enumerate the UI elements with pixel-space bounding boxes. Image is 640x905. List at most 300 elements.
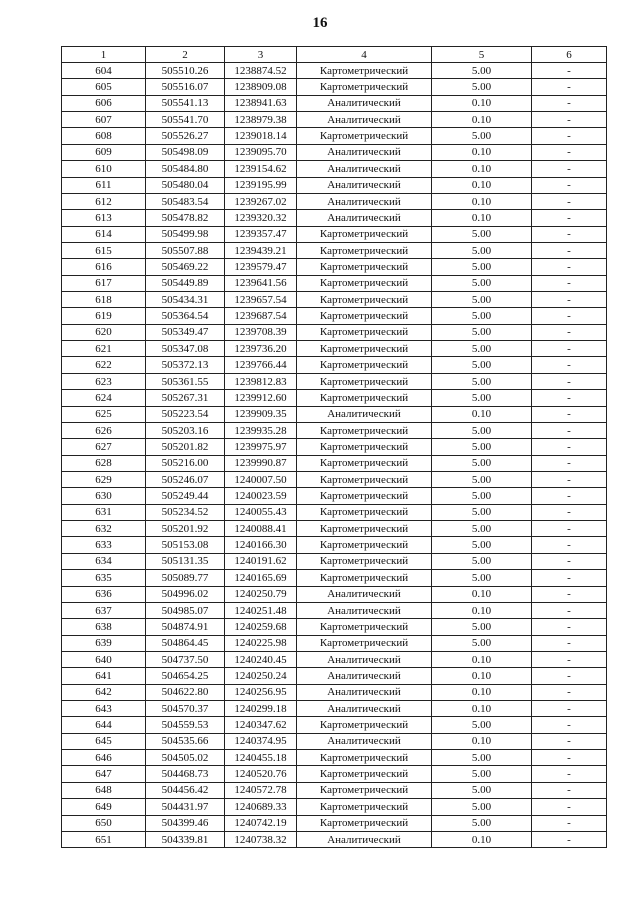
point-number-cell: 613 bbox=[62, 210, 146, 226]
note-cell: - bbox=[532, 553, 607, 569]
y-coordinate-cell: 1238909.08 bbox=[225, 79, 297, 95]
accuracy-cell: 0.10 bbox=[432, 177, 532, 193]
accuracy-cell: 5.00 bbox=[432, 259, 532, 275]
x-coordinate-cell: 505131.35 bbox=[146, 553, 225, 569]
x-coordinate-cell: 505361.55 bbox=[146, 373, 225, 389]
table-row bbox=[62, 63, 607, 79]
table-row bbox=[62, 455, 607, 471]
table-row bbox=[62, 488, 607, 504]
page-number: 16 bbox=[312, 15, 328, 31]
method-cell: Картометрический bbox=[297, 750, 432, 766]
y-coordinate-cell: 1240007.50 bbox=[225, 471, 297, 487]
accuracy-cell: 0.10 bbox=[432, 651, 532, 667]
note-cell: - bbox=[532, 651, 607, 667]
note-cell: - bbox=[532, 521, 607, 537]
accuracy-cell: 5.00 bbox=[432, 275, 532, 291]
y-coordinate-cell: 1239154.62 bbox=[225, 161, 297, 177]
y-coordinate-cell: 1240689.33 bbox=[225, 799, 297, 815]
table-row bbox=[62, 766, 607, 782]
table-row bbox=[62, 390, 607, 406]
accuracy-cell: 5.00 bbox=[432, 226, 532, 242]
accuracy-cell: 0.10 bbox=[432, 831, 532, 847]
x-coordinate-cell: 505541.13 bbox=[146, 95, 225, 111]
note-cell: - bbox=[532, 161, 607, 177]
accuracy-cell: 5.00 bbox=[432, 357, 532, 373]
y-coordinate-cell: 1240251.48 bbox=[225, 602, 297, 618]
column-header-3: 3 bbox=[225, 47, 297, 63]
note-cell: - bbox=[532, 799, 607, 815]
x-coordinate-cell: 504431.97 bbox=[146, 799, 225, 815]
method-cell: Картометрический bbox=[297, 63, 432, 79]
method-cell: Аналитический bbox=[297, 602, 432, 618]
accuracy-cell: 5.00 bbox=[432, 570, 532, 586]
method-cell: Картометрический bbox=[297, 766, 432, 782]
table-row bbox=[62, 439, 607, 455]
method-cell: Картометрический bbox=[297, 275, 432, 291]
point-number-cell: 606 bbox=[62, 95, 146, 111]
accuracy-cell: 5.00 bbox=[432, 79, 532, 95]
note-cell: - bbox=[532, 619, 607, 635]
table-row bbox=[62, 799, 607, 815]
note-cell: - bbox=[532, 341, 607, 357]
method-cell: Картометрический bbox=[297, 488, 432, 504]
point-number-cell: 651 bbox=[62, 831, 146, 847]
y-coordinate-cell: 1238979.38 bbox=[225, 112, 297, 128]
y-coordinate-cell: 1240520.76 bbox=[225, 766, 297, 782]
method-cell: Картометрический bbox=[297, 717, 432, 733]
table-row bbox=[62, 292, 607, 308]
method-cell: Картометрический bbox=[297, 226, 432, 242]
x-coordinate-cell: 505223.54 bbox=[146, 406, 225, 422]
table-row bbox=[62, 635, 607, 651]
y-coordinate-cell: 1240256.95 bbox=[225, 684, 297, 700]
accuracy-cell: 5.00 bbox=[432, 292, 532, 308]
y-coordinate-cell: 1239990.87 bbox=[225, 455, 297, 471]
table-row bbox=[62, 193, 607, 209]
table-body bbox=[62, 63, 607, 848]
x-coordinate-cell: 505372.13 bbox=[146, 357, 225, 373]
point-number-cell: 634 bbox=[62, 553, 146, 569]
note-cell: - bbox=[532, 242, 607, 258]
table-row bbox=[62, 177, 607, 193]
table-row bbox=[62, 406, 607, 422]
y-coordinate-cell: 1240240.45 bbox=[225, 651, 297, 667]
note-cell: - bbox=[532, 144, 607, 160]
note-cell: - bbox=[532, 193, 607, 209]
point-number-cell: 627 bbox=[62, 439, 146, 455]
x-coordinate-cell: 505526.27 bbox=[146, 128, 225, 144]
method-cell: Аналитический bbox=[297, 701, 432, 717]
y-coordinate-cell: 1240742.19 bbox=[225, 815, 297, 831]
method-cell: Картометрический bbox=[297, 357, 432, 373]
point-number-cell: 647 bbox=[62, 766, 146, 782]
y-coordinate-cell: 1240165.69 bbox=[225, 570, 297, 586]
table-row bbox=[62, 422, 607, 438]
point-number-cell: 628 bbox=[62, 455, 146, 471]
x-coordinate-cell: 505469.22 bbox=[146, 259, 225, 275]
accuracy-cell: 5.00 bbox=[432, 455, 532, 471]
note-cell: - bbox=[532, 766, 607, 782]
x-coordinate-cell: 504874.91 bbox=[146, 619, 225, 635]
note-cell: - bbox=[532, 357, 607, 373]
y-coordinate-cell: 1240299.18 bbox=[225, 701, 297, 717]
method-cell: Картометрический bbox=[297, 341, 432, 357]
x-coordinate-cell: 504985.07 bbox=[146, 602, 225, 618]
accuracy-cell: 0.10 bbox=[432, 586, 532, 602]
y-coordinate-cell: 1238941.63 bbox=[225, 95, 297, 111]
accuracy-cell: 5.00 bbox=[432, 553, 532, 569]
note-cell: - bbox=[532, 226, 607, 242]
x-coordinate-cell: 505089.77 bbox=[146, 570, 225, 586]
y-coordinate-cell: 1239687.54 bbox=[225, 308, 297, 324]
method-cell: Картометрический bbox=[297, 815, 432, 831]
y-coordinate-cell: 1239579.47 bbox=[225, 259, 297, 275]
note-cell: - bbox=[532, 439, 607, 455]
table-row bbox=[62, 210, 607, 226]
method-cell: Картометрический bbox=[297, 553, 432, 569]
note-cell: - bbox=[532, 831, 607, 847]
accuracy-cell: 5.00 bbox=[432, 619, 532, 635]
method-cell: Картометрический bbox=[297, 455, 432, 471]
table-row bbox=[62, 831, 607, 847]
note-cell: - bbox=[532, 668, 607, 684]
accuracy-cell: 5.00 bbox=[432, 242, 532, 258]
x-coordinate-cell: 505234.52 bbox=[146, 504, 225, 520]
table-row bbox=[62, 112, 607, 128]
accuracy-cell: 5.00 bbox=[432, 537, 532, 553]
table-row bbox=[62, 586, 607, 602]
y-coordinate-cell: 1240738.32 bbox=[225, 831, 297, 847]
table-row bbox=[62, 553, 607, 569]
y-coordinate-cell: 1240259.68 bbox=[225, 619, 297, 635]
point-number-cell: 632 bbox=[62, 521, 146, 537]
y-coordinate-cell: 1240374.95 bbox=[225, 733, 297, 749]
note-cell: - bbox=[532, 275, 607, 291]
point-number-cell: 630 bbox=[62, 488, 146, 504]
point-number-cell: 607 bbox=[62, 112, 146, 128]
point-number-cell: 650 bbox=[62, 815, 146, 831]
note-cell: - bbox=[532, 63, 607, 79]
method-cell: Аналитический bbox=[297, 668, 432, 684]
point-number-cell: 635 bbox=[62, 570, 146, 586]
accuracy-cell: 0.10 bbox=[432, 95, 532, 111]
table-row bbox=[62, 275, 607, 291]
x-coordinate-cell: 505347.08 bbox=[146, 341, 225, 357]
table-row bbox=[62, 651, 607, 667]
x-coordinate-cell: 504570.37 bbox=[146, 701, 225, 717]
y-coordinate-cell: 1239095.70 bbox=[225, 144, 297, 160]
method-cell: Картометрический bbox=[297, 570, 432, 586]
note-cell: - bbox=[532, 537, 607, 553]
point-number-cell: 631 bbox=[62, 504, 146, 520]
y-coordinate-cell: 1240166.30 bbox=[225, 537, 297, 553]
method-cell: Картометрический bbox=[297, 782, 432, 798]
accuracy-cell: 0.10 bbox=[432, 684, 532, 700]
x-coordinate-cell: 504622.80 bbox=[146, 684, 225, 700]
x-coordinate-cell: 505216.00 bbox=[146, 455, 225, 471]
note-cell: - bbox=[532, 373, 607, 389]
y-coordinate-cell: 1239641.56 bbox=[225, 275, 297, 291]
point-number-cell: 625 bbox=[62, 406, 146, 422]
point-number-cell: 615 bbox=[62, 242, 146, 258]
method-cell: Аналитический bbox=[297, 144, 432, 160]
y-coordinate-cell: 1240250.79 bbox=[225, 586, 297, 602]
x-coordinate-cell: 504535.66 bbox=[146, 733, 225, 749]
table-row bbox=[62, 471, 607, 487]
method-cell: Аналитический bbox=[297, 586, 432, 602]
method-cell: Картометрический bbox=[297, 259, 432, 275]
x-coordinate-cell: 505201.92 bbox=[146, 521, 225, 537]
method-cell: Картометрический bbox=[297, 799, 432, 815]
note-cell: - bbox=[532, 292, 607, 308]
point-number-cell: 640 bbox=[62, 651, 146, 667]
table-row bbox=[62, 128, 607, 144]
table-row bbox=[62, 521, 607, 537]
accuracy-cell: 5.00 bbox=[432, 635, 532, 651]
table-row bbox=[62, 668, 607, 684]
point-number-cell: 633 bbox=[62, 537, 146, 553]
x-coordinate-cell: 505516.07 bbox=[146, 79, 225, 95]
x-coordinate-cell: 504399.46 bbox=[146, 815, 225, 831]
x-coordinate-cell: 505153.08 bbox=[146, 537, 225, 553]
note-cell: - bbox=[532, 750, 607, 766]
note-cell: - bbox=[532, 406, 607, 422]
point-number-cell: 617 bbox=[62, 275, 146, 291]
table-header-row bbox=[62, 47, 607, 63]
x-coordinate-cell: 504864.45 bbox=[146, 635, 225, 651]
y-coordinate-cell: 1240191.62 bbox=[225, 553, 297, 569]
point-number-cell: 643 bbox=[62, 701, 146, 717]
method-cell: Картометрический bbox=[297, 292, 432, 308]
note-cell: - bbox=[532, 815, 607, 831]
table-row bbox=[62, 504, 607, 520]
note-cell: - bbox=[532, 717, 607, 733]
x-coordinate-cell: 505249.44 bbox=[146, 488, 225, 504]
column-header-5: 5 bbox=[432, 47, 532, 63]
x-coordinate-cell: 504737.50 bbox=[146, 651, 225, 667]
column-header-2: 2 bbox=[146, 47, 225, 63]
note-cell: - bbox=[532, 488, 607, 504]
note-cell: - bbox=[532, 259, 607, 275]
accuracy-cell: 5.00 bbox=[432, 341, 532, 357]
x-coordinate-cell: 505449.89 bbox=[146, 275, 225, 291]
accuracy-cell: 0.10 bbox=[432, 406, 532, 422]
note-cell: - bbox=[532, 390, 607, 406]
accuracy-cell: 5.00 bbox=[432, 439, 532, 455]
table-row bbox=[62, 537, 607, 553]
x-coordinate-cell: 504339.81 bbox=[146, 831, 225, 847]
method-cell: Картометрический bbox=[297, 324, 432, 340]
point-number-cell: 646 bbox=[62, 750, 146, 766]
accuracy-cell: 5.00 bbox=[432, 471, 532, 487]
y-coordinate-cell: 1239018.14 bbox=[225, 128, 297, 144]
note-cell: - bbox=[532, 602, 607, 618]
point-number-cell: 624 bbox=[62, 390, 146, 406]
table-row bbox=[62, 226, 607, 242]
method-cell: Аналитический bbox=[297, 112, 432, 128]
note-cell: - bbox=[532, 455, 607, 471]
method-cell: Картометрический bbox=[297, 439, 432, 455]
method-cell: Аналитический bbox=[297, 210, 432, 226]
y-coordinate-cell: 1239657.54 bbox=[225, 292, 297, 308]
point-number-cell: 642 bbox=[62, 684, 146, 700]
x-coordinate-cell: 505246.07 bbox=[146, 471, 225, 487]
x-coordinate-cell: 505203.16 bbox=[146, 422, 225, 438]
accuracy-cell: 5.00 bbox=[432, 373, 532, 389]
table-row bbox=[62, 701, 607, 717]
table-row bbox=[62, 259, 607, 275]
accuracy-cell: 0.10 bbox=[432, 161, 532, 177]
x-coordinate-cell: 505541.70 bbox=[146, 112, 225, 128]
method-cell: Картометрический bbox=[297, 504, 432, 520]
table-row bbox=[62, 373, 607, 389]
note-cell: - bbox=[532, 570, 607, 586]
accuracy-cell: 0.10 bbox=[432, 193, 532, 209]
method-cell: Картометрический bbox=[297, 635, 432, 651]
y-coordinate-cell: 1239935.28 bbox=[225, 422, 297, 438]
accuracy-cell: 5.00 bbox=[432, 815, 532, 831]
x-coordinate-cell: 504559.53 bbox=[146, 717, 225, 733]
method-cell: Аналитический bbox=[297, 831, 432, 847]
table-row bbox=[62, 144, 607, 160]
note-cell: - bbox=[532, 324, 607, 340]
accuracy-cell: 5.00 bbox=[432, 717, 532, 733]
method-cell: Аналитический bbox=[297, 406, 432, 422]
method-cell: Картометрический bbox=[297, 521, 432, 537]
note-cell: - bbox=[532, 128, 607, 144]
accuracy-cell: 5.00 bbox=[432, 488, 532, 504]
y-coordinate-cell: 1240023.59 bbox=[225, 488, 297, 504]
y-coordinate-cell: 1240250.24 bbox=[225, 668, 297, 684]
method-cell: Аналитический bbox=[297, 651, 432, 667]
note-cell: - bbox=[532, 471, 607, 487]
note-cell: - bbox=[532, 79, 607, 95]
point-number-cell: 610 bbox=[62, 161, 146, 177]
accuracy-cell: 5.00 bbox=[432, 799, 532, 815]
method-cell: Аналитический bbox=[297, 733, 432, 749]
x-coordinate-cell: 504996.02 bbox=[146, 586, 225, 602]
method-cell: Картометрический bbox=[297, 242, 432, 258]
x-coordinate-cell: 504468.73 bbox=[146, 766, 225, 782]
method-cell: Картометрический bbox=[297, 537, 432, 553]
column-header-6: 6 bbox=[532, 47, 607, 63]
method-cell: Аналитический bbox=[297, 95, 432, 111]
method-cell: Аналитический bbox=[297, 177, 432, 193]
accuracy-cell: 5.00 bbox=[432, 390, 532, 406]
accuracy-cell: 5.00 bbox=[432, 422, 532, 438]
x-coordinate-cell: 504654.25 bbox=[146, 668, 225, 684]
y-coordinate-cell: 1238874.52 bbox=[225, 63, 297, 79]
point-number-cell: 626 bbox=[62, 422, 146, 438]
note-cell: - bbox=[532, 782, 607, 798]
table-row bbox=[62, 602, 607, 618]
point-number-cell: 638 bbox=[62, 619, 146, 635]
accuracy-cell: 5.00 bbox=[432, 766, 532, 782]
x-coordinate-cell: 505484.80 bbox=[146, 161, 225, 177]
table-row bbox=[62, 341, 607, 357]
accuracy-cell: 5.00 bbox=[432, 782, 532, 798]
x-coordinate-cell: 504505.02 bbox=[146, 750, 225, 766]
point-number-cell: 609 bbox=[62, 144, 146, 160]
y-coordinate-cell: 1239357.47 bbox=[225, 226, 297, 242]
point-number-cell: 604 bbox=[62, 63, 146, 79]
point-number-cell: 629 bbox=[62, 471, 146, 487]
table-row bbox=[62, 357, 607, 373]
note-cell: - bbox=[532, 177, 607, 193]
method-cell: Картометрический bbox=[297, 308, 432, 324]
table-row bbox=[62, 324, 607, 340]
accuracy-cell: 0.10 bbox=[432, 668, 532, 684]
y-coordinate-cell: 1240088.41 bbox=[225, 521, 297, 537]
table-row bbox=[62, 684, 607, 700]
y-coordinate-cell: 1240572.78 bbox=[225, 782, 297, 798]
point-number-cell: 636 bbox=[62, 586, 146, 602]
point-number-cell: 612 bbox=[62, 193, 146, 209]
point-number-cell: 622 bbox=[62, 357, 146, 373]
accuracy-cell: 0.10 bbox=[432, 701, 532, 717]
note-cell: - bbox=[532, 210, 607, 226]
point-number-cell: 644 bbox=[62, 717, 146, 733]
point-number-cell: 611 bbox=[62, 177, 146, 193]
point-number-cell: 614 bbox=[62, 226, 146, 242]
point-number-cell: 637 bbox=[62, 602, 146, 618]
x-coordinate-cell: 505434.31 bbox=[146, 292, 225, 308]
method-cell: Картометрический bbox=[297, 422, 432, 438]
table-row bbox=[62, 717, 607, 733]
note-cell: - bbox=[532, 504, 607, 520]
table-row bbox=[62, 242, 607, 258]
y-coordinate-cell: 1239267.02 bbox=[225, 193, 297, 209]
y-coordinate-cell: 1240055.43 bbox=[225, 504, 297, 520]
x-coordinate-cell: 505498.09 bbox=[146, 144, 225, 160]
y-coordinate-cell: 1239975.97 bbox=[225, 439, 297, 455]
note-cell: - bbox=[532, 701, 607, 717]
point-number-cell: 619 bbox=[62, 308, 146, 324]
y-coordinate-cell: 1240225.98 bbox=[225, 635, 297, 651]
accuracy-cell: 0.10 bbox=[432, 144, 532, 160]
method-cell: Картометрический bbox=[297, 373, 432, 389]
accuracy-cell: 5.00 bbox=[432, 324, 532, 340]
note-cell: - bbox=[532, 308, 607, 324]
column-header-1: 1 bbox=[62, 47, 146, 63]
y-coordinate-cell: 1239195.99 bbox=[225, 177, 297, 193]
point-number-cell: 645 bbox=[62, 733, 146, 749]
x-coordinate-cell: 505480.04 bbox=[146, 177, 225, 193]
note-cell: - bbox=[532, 95, 607, 111]
accuracy-cell: 0.10 bbox=[432, 210, 532, 226]
point-number-cell: 605 bbox=[62, 79, 146, 95]
x-coordinate-cell: 504456.42 bbox=[146, 782, 225, 798]
y-coordinate-cell: 1239736.20 bbox=[225, 341, 297, 357]
point-number-cell: 641 bbox=[62, 668, 146, 684]
y-coordinate-cell: 1239812.83 bbox=[225, 373, 297, 389]
point-number-cell: 616 bbox=[62, 259, 146, 275]
coordinates-table bbox=[61, 46, 607, 848]
table-row bbox=[62, 79, 607, 95]
x-coordinate-cell: 505507.88 bbox=[146, 242, 225, 258]
note-cell: - bbox=[532, 733, 607, 749]
point-number-cell: 623 bbox=[62, 373, 146, 389]
y-coordinate-cell: 1239320.32 bbox=[225, 210, 297, 226]
method-cell: Картометрический bbox=[297, 128, 432, 144]
method-cell: Картометрический bbox=[297, 619, 432, 635]
accuracy-cell: 5.00 bbox=[432, 63, 532, 79]
note-cell: - bbox=[532, 422, 607, 438]
point-number-cell: 648 bbox=[62, 782, 146, 798]
y-coordinate-cell: 1240455.18 bbox=[225, 750, 297, 766]
accuracy-cell: 5.00 bbox=[432, 308, 532, 324]
x-coordinate-cell: 505478.82 bbox=[146, 210, 225, 226]
